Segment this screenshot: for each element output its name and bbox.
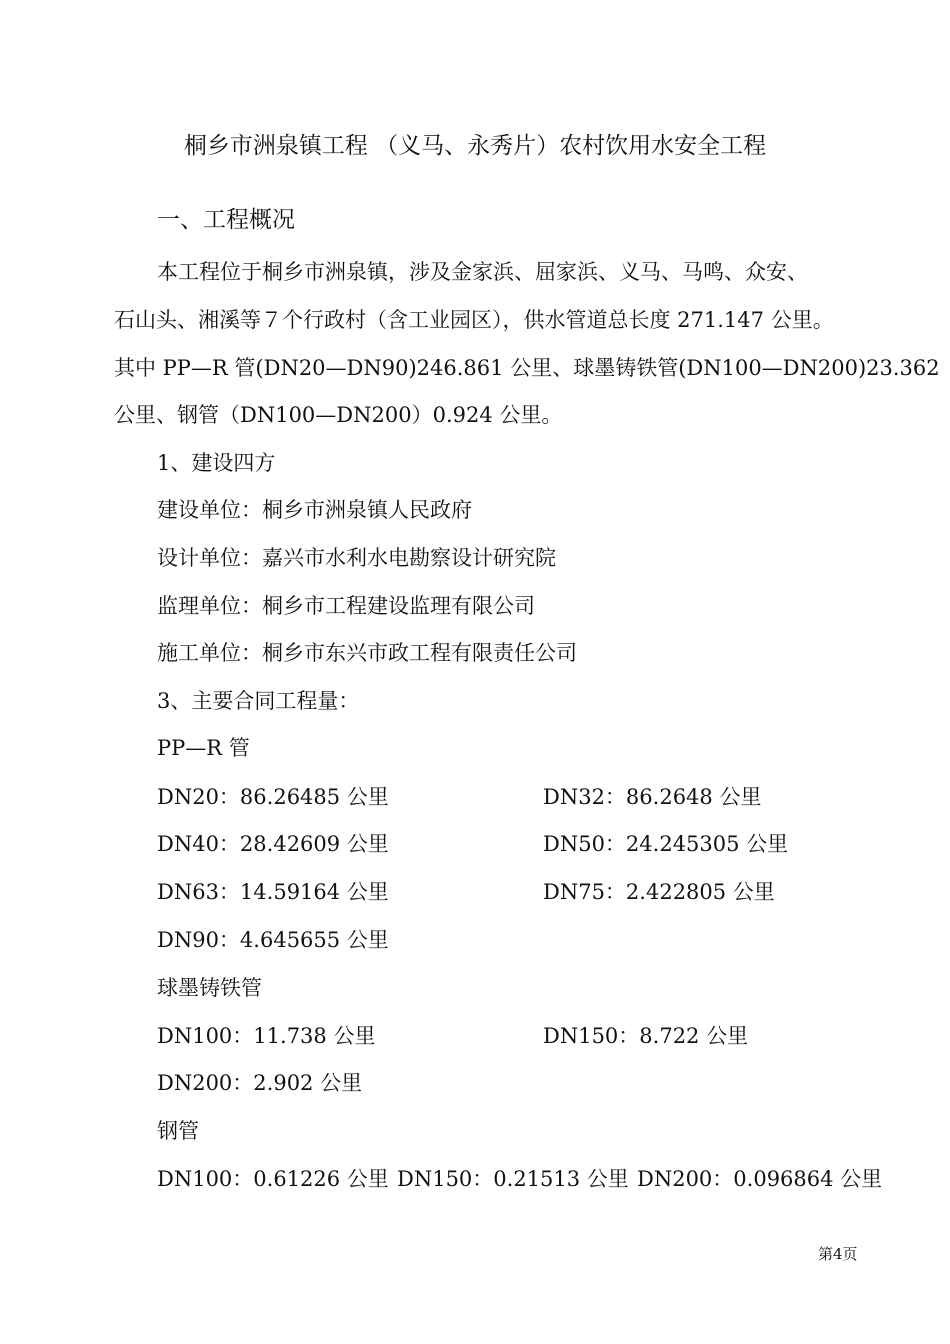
party-builder: 建设单位：桐乡市洲泉镇人民政府 xyxy=(157,498,472,522)
ductile-dn150-quantity: DN150：8.722 公里 xyxy=(543,1024,749,1048)
ductile-dn200-quantity: DN200：2.902 公里 xyxy=(157,1071,363,1095)
steel-pipe-label: 钢管 xyxy=(157,1119,199,1143)
subsection-quantities-heading: 3、主要合同工程量： xyxy=(157,689,360,713)
document-title: 桐乡市洲泉镇工程 （义马、永秀片）农村饮用水安全工程 xyxy=(183,133,767,159)
ppr-dn32-quantity: DN32：86.2648 公里 xyxy=(543,785,762,809)
page-number: 第4页 xyxy=(818,1245,858,1263)
ppr-dn20-quantity: DN20：86.26485 公里 xyxy=(157,785,389,809)
party-designer: 设计单位：嘉兴市水利水电勘察设计研究院 xyxy=(157,546,556,570)
ductile-dn100-quantity: DN100：11.738 公里 xyxy=(157,1024,376,1048)
overview-line-2: 石山头、湘溪等７个行政村（含工业园区），供水管道总长度 271.147 公里。 xyxy=(114,308,834,332)
ppr-dn40-quantity: DN40：28.42609 公里 xyxy=(157,832,389,856)
ppr-dn63-quantity: DN63：14.59164 公里 xyxy=(157,880,389,904)
steel-dn200-quantity: DN200：0.096864 公里 xyxy=(637,1167,883,1191)
section-heading-overview: 一、工程概况 xyxy=(157,207,295,233)
ductile-iron-pipe-label: 球墨铸铁管 xyxy=(157,976,262,1000)
overview-line-4: 公里、钢管（DN100—DN200）0.924 公里。 xyxy=(114,403,563,427)
party-supervisor: 监理单位：桐乡市工程建设监理有限公司 xyxy=(157,594,535,618)
subsection-parties-heading: 1、建设四方 xyxy=(157,451,276,475)
ppr-pipe-label: PP—R 管 xyxy=(157,736,250,760)
ppr-dn50-quantity: DN50：24.245305 公里 xyxy=(543,832,789,856)
ppr-dn75-quantity: DN75：2.422805 公里 xyxy=(543,880,775,904)
overview-line-3: 其中 PP—R 管(DN20—DN90)246.861 公里、球墨铸铁管(DN100—DN200)23.362 xyxy=(114,356,940,380)
party-contractor: 施工单位：桐乡市东兴市政工程有限责任公司 xyxy=(157,641,577,665)
steel-dn100-quantity: DN100：0.61226 公里 xyxy=(157,1167,389,1191)
steel-dn150-quantity: DN150：0.21513 公里 xyxy=(397,1167,629,1191)
overview-line-1: 本工程位于桐乡市洲泉镇，涉及金家浜、屈家浜、义马、马鸣、众安、 xyxy=(157,260,808,284)
ppr-dn90-quantity: DN90：4.645655 公里 xyxy=(157,928,389,952)
